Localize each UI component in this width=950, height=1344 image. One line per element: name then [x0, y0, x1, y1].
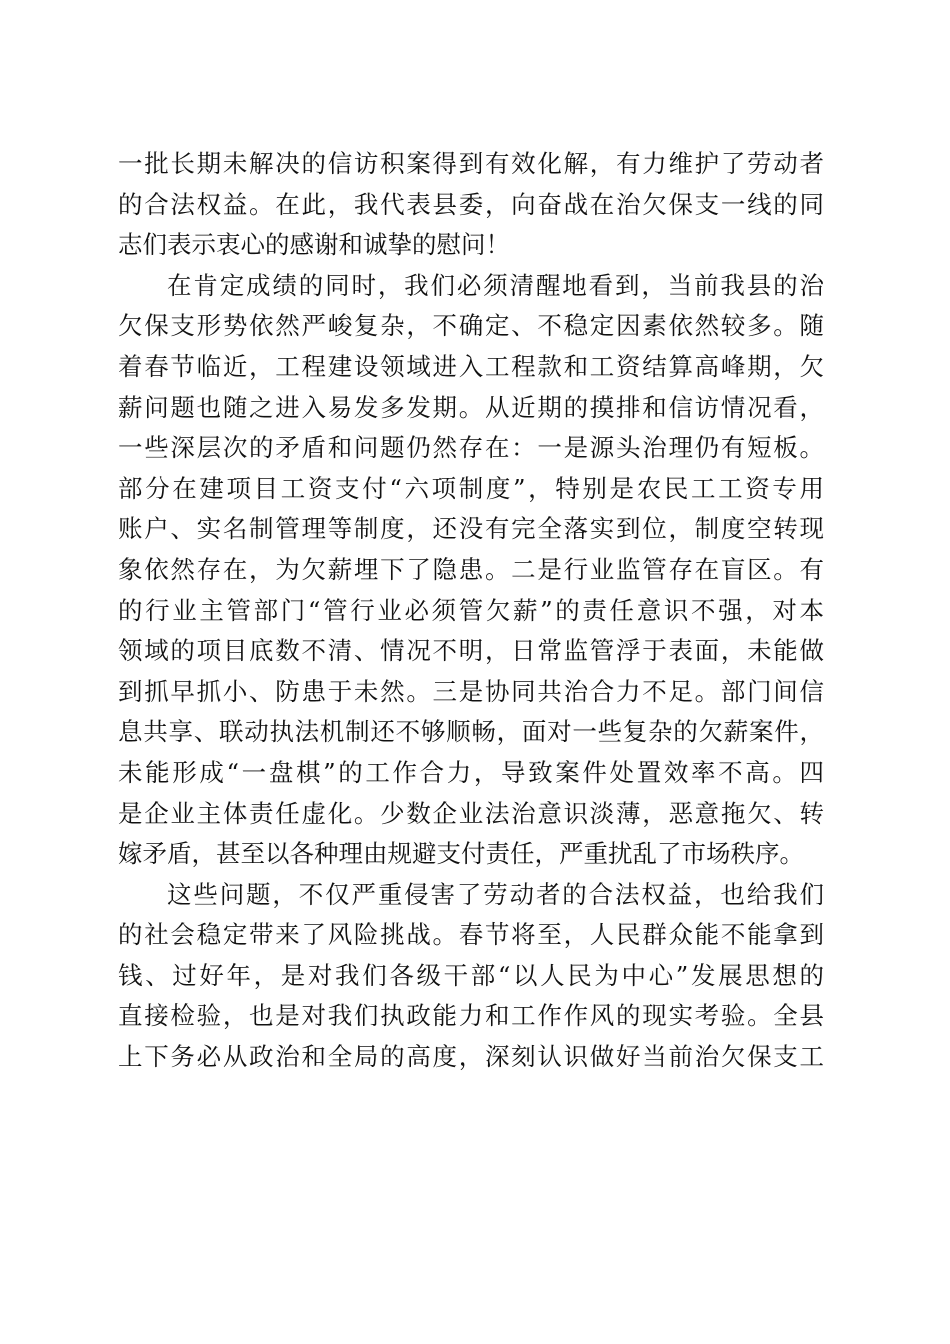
text-line: 息共享、联动执法机制还不够顺畅，面对一些复杂的欠薪案件，: [118, 717, 824, 747]
text-line: 未能形成“一盘棋”的工作合力，导致案件处置效率不高。四: [118, 757, 824, 787]
text-line: 薪问题也随之进入易发多发期。从近期的摸排和信访情况看，: [118, 392, 824, 422]
text-line: 钱、过好年，是对我们各级干部“以人民为中心”发展思想的: [118, 960, 824, 990]
text-line: 账户、实名制管理等制度，还没有完全落实到位，制度空转现: [118, 514, 824, 544]
text-line: 在肯定成绩的同时，我们必须清醒地看到，当前我县的治: [167, 270, 824, 300]
text-line: 欠保支形势依然严峻复杂，不确定、不稳定因素依然较多。随: [118, 311, 824, 341]
text-line: 到抓早抓小、防患于未然。三是协同共治合力不足。部门间信: [118, 676, 824, 706]
text-line: 的社会稳定带来了风险挑战。春节将至，人民群众能不能拿到: [118, 920, 824, 950]
text-line: 志们表示衷心的感谢和诚挚的慰问！: [118, 230, 510, 260]
text-line: 嫁矛盾，甚至以各种理由规避支付责任，严重扰乱了市场秩序。: [118, 839, 804, 869]
paragraph-3: [118, 875, 824, 1078]
text-line: 部分在建项目工资支付“六项制度”，特别是农民工工资专用: [118, 473, 824, 503]
text-line: 这些问题，不仅严重侵害了劳动者的合法权益，也给我们: [167, 879, 824, 909]
text-line: 象依然存在，为欠薪埋下了隐患。二是行业监管存在盲区。有: [118, 554, 824, 584]
text-line: 直接检验，也是对我们执政能力和工作作风的现实考验。全县: [118, 1001, 824, 1031]
text-line: 一些深层次的矛盾和问题仍然存在：一是源头治理仍有短板。: [118, 433, 824, 463]
text-line: 是企业主体责任虚化。少数企业法治意识淡薄，恶意拖欠、转: [118, 798, 824, 828]
text-line: 的合法权益。在此，我代表县委，向奋战在治欠保支一线的同: [118, 189, 824, 219]
text-line: 上下务必从政治和全局的高度，深刻认识做好当前治欠保支工: [118, 1042, 824, 1072]
text-line: 的行业主管部门“管行业必须管欠薪”的责任意识不强，对本: [118, 595, 824, 625]
text-line: 着春节临近，工程建设领域进入工程款和工资结算高峰期，欠: [118, 351, 824, 381]
text-line: 一批长期未解决的信访积案得到有效化解，有力维护了劳动者: [118, 149, 824, 178]
document-body: [118, 144, 824, 1078]
paragraph-2: [118, 266, 824, 875]
paragraph-1: [118, 144, 824, 266]
text-line: 领域的项目底数不清、情况不明，日常监管浮于表面，未能做: [118, 636, 824, 666]
